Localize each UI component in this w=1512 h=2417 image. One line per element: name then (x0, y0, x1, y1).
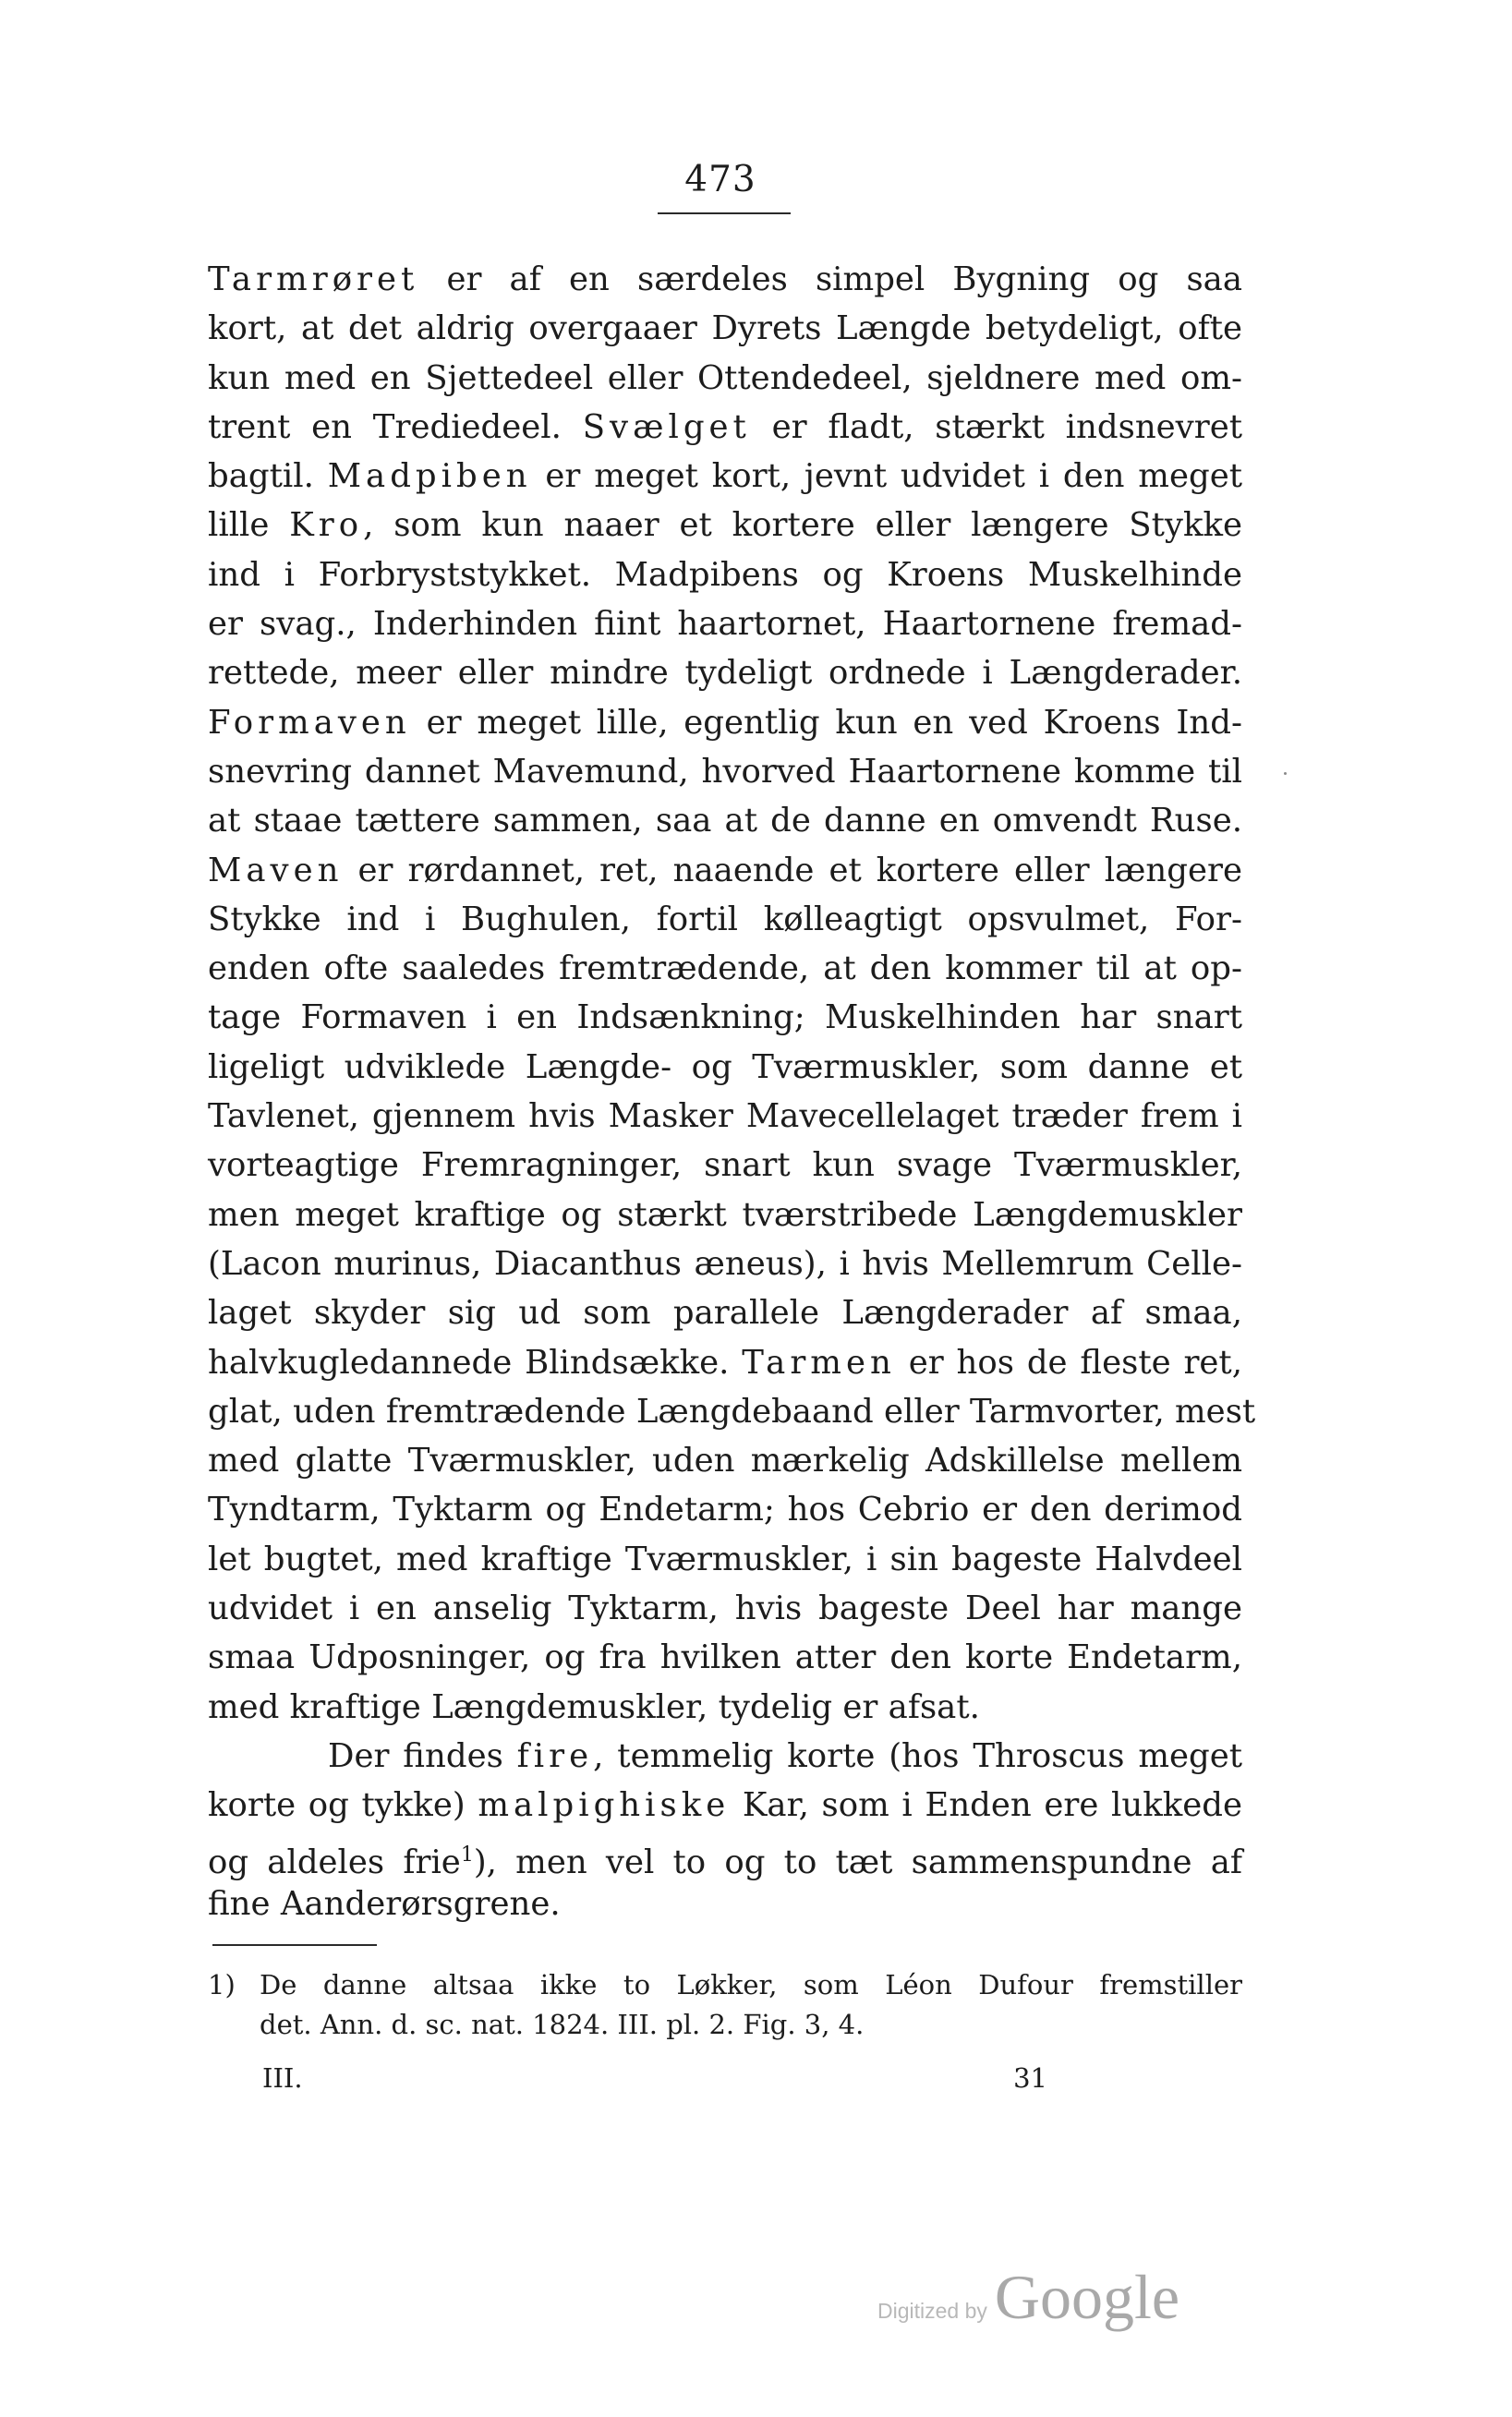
text-line: rettede, meer eller mindre tydeligt ordnede i Længderader. (208, 654, 1242, 693)
text-line: korte og tykke) malpighiske Kar, som i Enden ere lukkede (208, 1786, 1242, 1825)
text-line: udvidet i en anselig Tyktarm, hvis bageste Deel har mange (208, 1589, 1242, 1628)
text-line: men meget kraftige og stærkt tværstribede Længdemuskler (208, 1195, 1242, 1234)
text-line: let bugtet, med kraftige Tværmuskler, i sin bageste Halvdeel (208, 1540, 1242, 1578)
text-line: Formaven er meget lille, egentlig kun en ved Kroens Ind- (208, 703, 1242, 742)
text-line: med kraftige Længdemuskler, tydelig er afsat. (208, 1687, 980, 1726)
page-number: 473 (684, 159, 756, 200)
speck (1284, 772, 1287, 775)
digitized-watermark (877, 2261, 1179, 2335)
footnotes (208, 1965, 1242, 2045)
text-line: lille Kro, som kun naaer et kortere eller længere Stykke (208, 506, 1242, 545)
sheet-number: 31 (1013, 2062, 1047, 2094)
text-line: kun med en Sjettedeel eller Ottendedeel, sjeldnere med om- (208, 358, 1242, 397)
text-line: med glatte Tværmuskler, uden mærkelig Adskillelse mellem (208, 1442, 1242, 1480)
text-line: tage Formaven i en Indsænkning; Muskelhinden har snart (208, 998, 1242, 1037)
text-line: Der findes fire, temmelig korte (hos Throscus meget (328, 1736, 1242, 1775)
text-line: glat, uden fremtrædende Længdebaand eller Tarmvorter, mest (208, 1392, 1256, 1431)
footnote-line: 1) De danne altsaa ikke to Løkker, som Léon Dufour fremstiller (208, 1965, 1242, 2005)
footnote-rule (212, 1944, 377, 1946)
text-line: halvkugledannede Blindsække. Tarmen er hos de fleste ret, (208, 1343, 1242, 1382)
text-line: er svag., Inderhinden fiint haartornet, Haartornene fremad- (208, 605, 1242, 644)
text-line: snevring dannet Mavemund, hvorved Haartornene komme til (208, 752, 1242, 791)
signature-line (262, 2062, 1047, 2094)
text-line: at staae tættere sammen, saa at de danne en omvendt Ruse. (208, 802, 1242, 840)
footnote-reference: 1 (460, 1843, 474, 1867)
body-text (208, 255, 1256, 1928)
text-line: (Lacon murinus, Diacanthus æneus), i hvis Mellemrum Celle- (208, 1244, 1242, 1283)
footnote-line: det. Ann. d. sc. nat. 1824. III. pl. 2. Fig. 3, 4. (260, 2009, 865, 2040)
text-line: trent en Trediedeel. Svælget er fladt, stærkt indsnevret (208, 407, 1242, 446)
text-line: Tavlenet, gjennem hvis Masker Mavecellelaget træder frem i (208, 1097, 1242, 1136)
text-line: ligeligt udviklede Længde- og Tværmuskler, som danne et (208, 1047, 1242, 1086)
text-line: ind i Forbryststykket. Madpibens og Kroens Muskelhinde (208, 555, 1242, 594)
text-line: bagtil. Madpiben er meget kort, jevnt udvidet i den meget (208, 457, 1242, 496)
text-line: Tarmrøret er af en særdeles simpel Bygning og saa (208, 260, 1242, 298)
digitized-label: Digitized by (877, 2299, 987, 2323)
text-line: og aldeles frie$^1$), men vel to og to tæt sammenspundne af (208, 1843, 1242, 1881)
text-line: smaa Udposninger, og fra hvilken atter den korte Endetarm, (208, 1638, 1242, 1677)
text-line: kort, at det aldrig overgaaer Dyrets Længde betydeligt, ofte (208, 309, 1242, 348)
footnote-mark: 1) (208, 1969, 236, 2000)
volume-signature: III. (262, 2062, 303, 2094)
google-logo: Google (994, 2262, 1180, 2332)
text-line: vorteagtige Fremragninger, snart kun svage Tværmuskler, (208, 1146, 1242, 1185)
text-line: fine Aanderørsgrene. (208, 1884, 561, 1923)
text-line: Stykke ind i Bughulen, fortil køllеagtigt opsvulmet, For- (208, 900, 1242, 938)
text-line: Tyndtarm, Tyktarm og Endetarm; hos Cebrio er den derimod (208, 1491, 1242, 1529)
text-line: Maven er rørdannet, ret, naaende et kortere eller længere (208, 851, 1242, 889)
text-line: enden ofte saaledes fremtrædende, at den kommer til at op- (208, 949, 1242, 988)
text-line: laget skyder sig ud som parallele Længderader af smaa, (208, 1294, 1242, 1333)
page-number-rule (658, 212, 791, 214)
